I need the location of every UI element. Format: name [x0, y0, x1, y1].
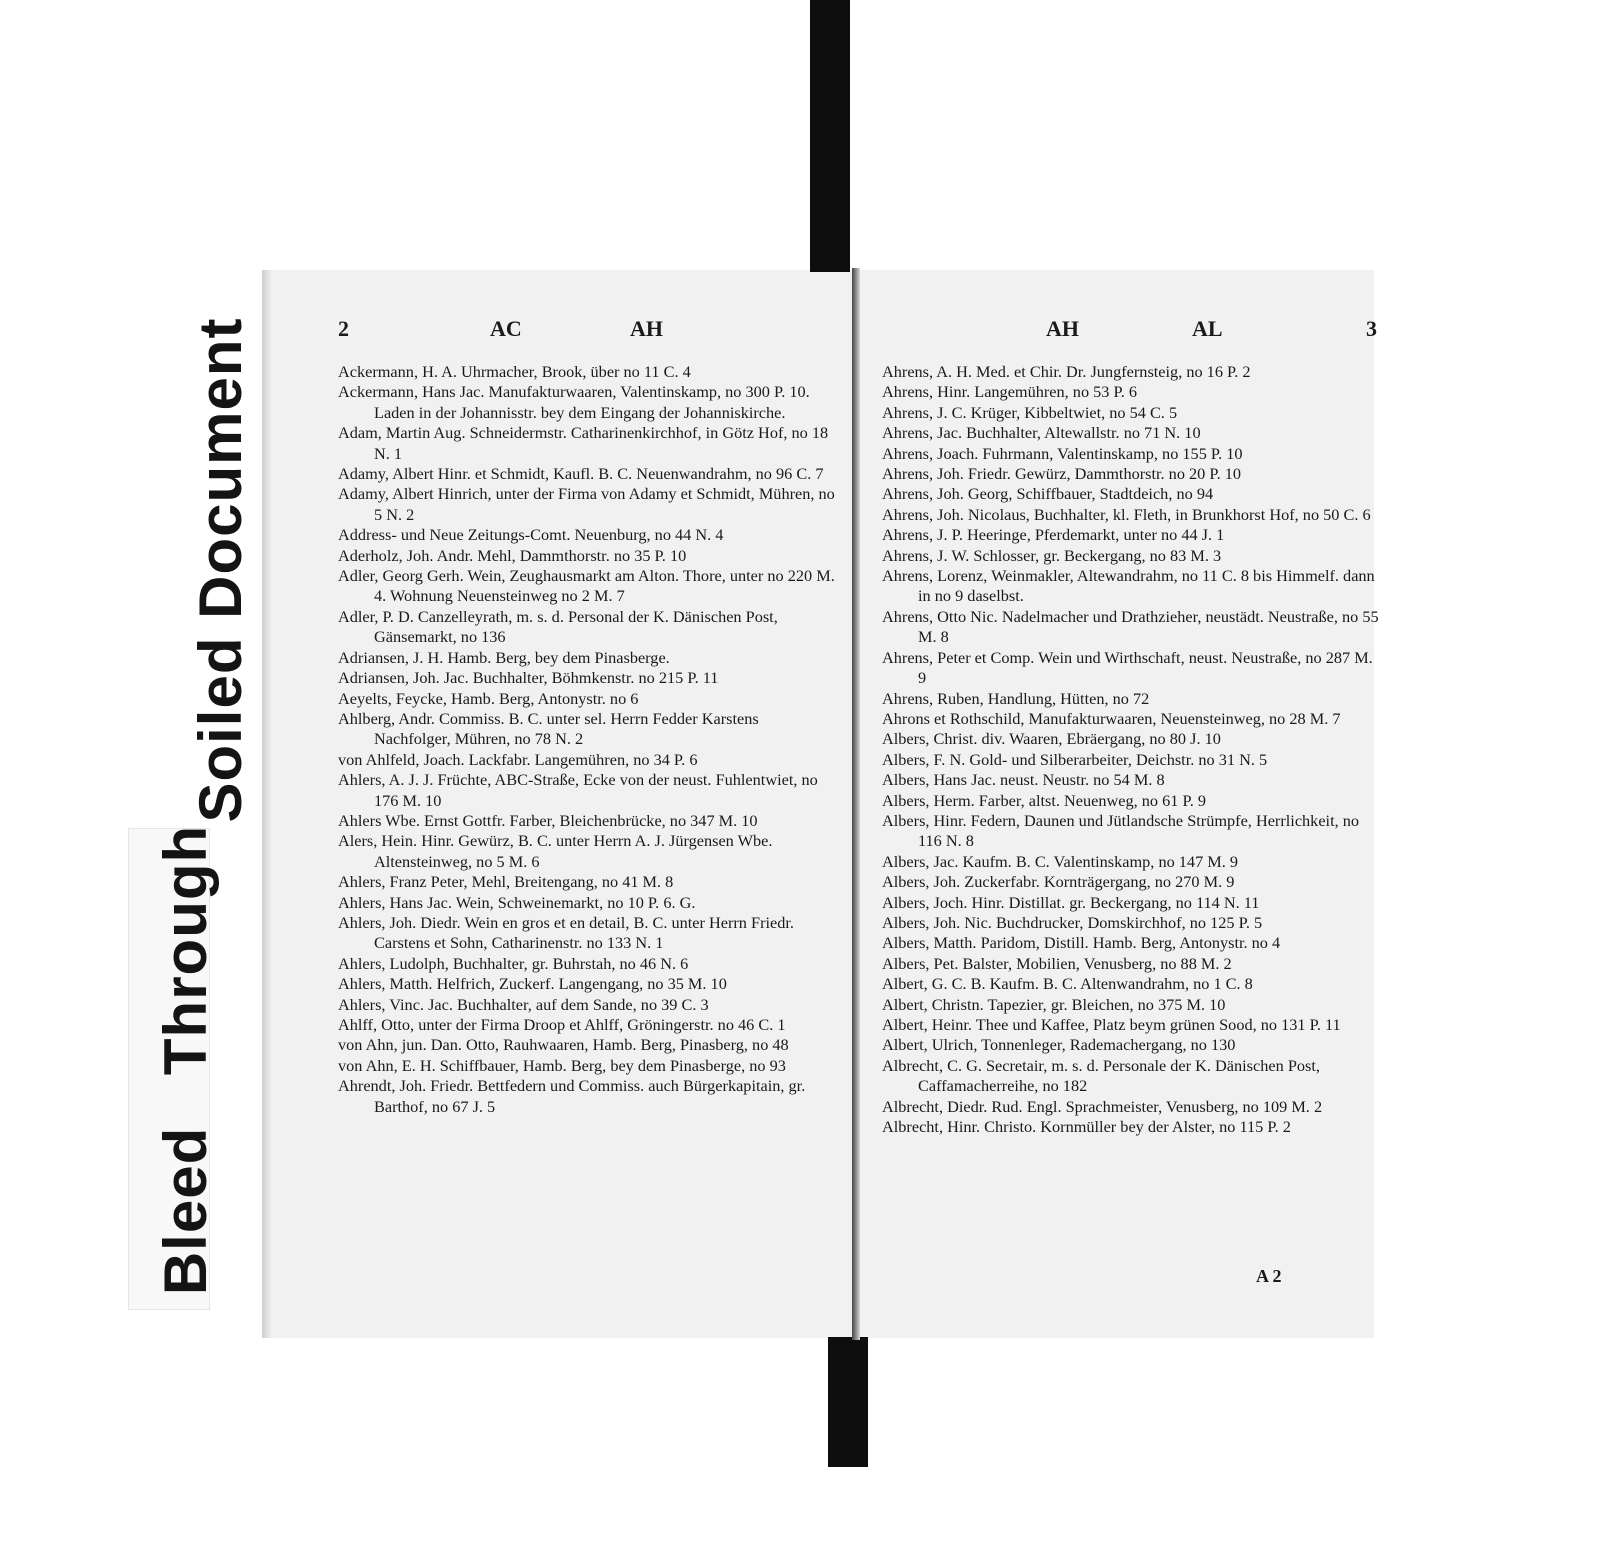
left-page	[338, 312, 838, 1117]
directory-entry: Ahrens, Jac. Buchhalter, Altewallstr. no 71 N. 10	[882, 423, 1201, 443]
right-page-header	[882, 312, 1382, 352]
directory-entry: Aderholz, Joh. Andr. Mehl, Dammthorstr. no 35 P. 10	[338, 545, 687, 565]
left-page-header	[338, 312, 838, 352]
header-right-key: AH	[630, 316, 663, 341]
right-page	[882, 312, 1382, 1137]
page-number: 2	[338, 316, 349, 341]
directory-entry: Ahrens, J. C. Krüger, Kibbeltwiet, no 54 C. 5	[882, 402, 1178, 422]
directory-entry: Albert, Ulrich, Tonnenleger, Rademachergang, no 130	[882, 1035, 1236, 1055]
header-left-key: AH	[1046, 316, 1079, 341]
directory-entry: Ahrens, J. W. Schlosser, gr. Beckergang, no 83 M. 3	[882, 545, 1222, 565]
directory-entry: Ahrens, Joh. Nicolaus, Buchhalter, kl. Fleth, in Brunkhorst Hof, no 50 C. 6	[882, 504, 1371, 524]
directory-entry: Adler, Georg Gerh. Wein, Zeughausmarkt am Alton. Thore, unter no 220 M. 4. Wohnung Neuensteinweg no 2 M. 7	[338, 566, 835, 606]
directory-entry: Ahlers, Vinc. Jac. Buchhalter, auf dem Sande, no 39 C. 3	[338, 994, 709, 1014]
directory-entries	[882, 362, 1382, 1137]
directory-entry: Albers, Hans Jac. neust. Neustr. no 54 M. 8	[882, 770, 1165, 790]
directory-entry: von Ahn, E. H. Schiffbauer, Hamb. Berg, bey dem Pinasberge, no 93	[338, 1055, 786, 1075]
directory-entry: Ahlers, Franz Peter, Mehl, Breitengang, no 41 M. 8	[338, 872, 674, 892]
directory-entry: Ahlberg, Andr. Commiss. B. C. unter sel. Herrn Fedder Karstens Nachfolger, Mühren, no 78 N. 2	[338, 708, 759, 749]
directory-entries	[338, 362, 838, 1117]
directory-entry: Ahrens, Otto Nic. Nadelmacher und Drathzieher, neustädt. Neustraße, no 55 M. 8	[882, 606, 1379, 647]
binding-bar-bottom	[828, 1337, 868, 1467]
directory-entry: Adler, P. D. Canzelleyrath, m. s. d. Personal der K. Dänischen Post, Gänsemarkt, no 136	[338, 606, 778, 647]
bleed-through-label: Bleed Through	[151, 824, 219, 1296]
directory-entry: Ahrens, Hinr. Langemühren, no 53 P. 6	[882, 382, 1138, 402]
directory-entry: Ahlers Wbe. Ernst Gottfr. Farber, Bleichenbrücke, no 347 M. 10	[338, 810, 758, 830]
directory-entry: Ahrons et Rothschild, Manufakturwaaren, Neuensteinweg, no 28 M. 7	[882, 708, 1341, 728]
directory-entry: Ahrens, Joh. Georg, Schiffbauer, Stadtdeich, no 94	[882, 484, 1214, 504]
page-number: 3	[1366, 316, 1377, 341]
directory-entry: von Ahn, jun. Dan. Otto, Rauhwaaren, Hamb. Berg, Pinasberg, no 48	[338, 1035, 789, 1055]
directory-entry: Ahrens, Joh. Friedr. Gewürz, Dammthorstr. no 20 P. 10	[882, 464, 1242, 484]
directory-entry: Albers, Pet. Balster, Mobilien, Venusberg, no 88 M. 2	[882, 953, 1232, 973]
directory-entry: Ahlers, Joh. Diedr. Wein en gros et en detail, B. C. unter Herrn Friedr. Carstens et Sohn, Catharinenstr. no 133 N. 1	[338, 912, 794, 953]
directory-entry: Albert, G. C. B. Kaufm. B. C. Altenwandrahm, no 1 C. 8	[882, 974, 1253, 994]
directory-entry: Ackermann, Hans Jac. Manufakturwaaren, Valentinskamp, no 300 P. 10. Laden in der Johannisstr. bey dem Eingang der Johanniskirche.	[338, 382, 810, 422]
directory-entry: Adamy, Albert Hinr. et Schmidt, Kaufl. B. C. Neuenwandrahm, no 96 C. 7	[338, 464, 824, 484]
directory-entry: Albrecht, Diedr. Rud. Engl. Sprachmeister, Venusberg, no 109 M. 2	[882, 1096, 1323, 1116]
signature-mark: A 2	[1256, 1266, 1282, 1286]
directory-entry: Ackermann, H. A. Uhrmacher, Brook, über no 11 C. 4	[338, 362, 691, 381]
directory-entry: Ahrendt, Joh. Friedr. Bettfedern und Commiss. auch Bürgerkapitain, gr. Barthof, no 67 J. 5	[338, 1076, 806, 1116]
directory-entry: Ahlers, Matth. Helfrich, Zuckerf. Langengang, no 35 M. 10	[338, 974, 727, 994]
directory-entry: Albers, Matth. Paridom, Distill. Hamb. Berg, Antonystr. no 4	[882, 933, 1281, 953]
directory-entry: Ahrens, Peter et Comp. Wein und Wirthschaft, neust. Neustraße, no 287 M. 9	[882, 647, 1373, 688]
directory-entry: Albers, Hinr. Federn, Daunen und Jütlandsche Strümpfe, Herrlichkeit, no 116 N. 8	[882, 810, 1360, 851]
soiled-document-label: Soiled Document	[186, 317, 254, 823]
directory-entry: Albers, Jac. Kaufm. B. C. Valentinskamp, no 147 M. 9	[882, 851, 1239, 871]
header-left-key: AC	[490, 316, 522, 341]
directory-entry: Adriansen, J. H. Hamb. Berg, bey dem Pinasberge.	[338, 647, 670, 667]
directory-entry: Albers, Joh. Zuckerfabr. Kornträgergang, no 270 M. 9	[882, 872, 1235, 892]
directory-entry: Address- und Neue Zeitungs-Comt. Neuenburg, no 44 N. 4	[338, 525, 724, 545]
directory-entry: Adam, Martin Aug. Schneidermstr. Catharinenkirchhof, in Götz Hof, no 18 N. 1	[338, 423, 829, 463]
directory-entry: Albert, Heinr. Thee und Kaffee, Platz beym grünen Sood, no 131 P. 11	[882, 1015, 1341, 1034]
directory-entry: Albers, Herm. Farber, altst. Neuenweg, no 61 P. 9	[882, 790, 1207, 810]
directory-entry: von Ahlfeld, Joach. Lackfabr. Langemühren, no 34 P. 6	[338, 749, 698, 769]
book-gutter	[852, 268, 860, 1340]
header-right-key: AL	[1192, 316, 1223, 341]
directory-entry: Ahlers, Hans Jac. Wein, Schweinemarkt, no 10 P. 6. G.	[338, 892, 696, 912]
directory-entry: Albers, Joh. Nic. Buchdrucker, Domskirchhof, no 125 P. 5	[882, 912, 1263, 932]
directory-entry: Ahlff, Otto, unter der Firma Droop et Ahlff, Gröningerstr. no 46 C. 1	[338, 1015, 786, 1034]
directory-entry: Ahrens, Joach. Fuhrmann, Valentinskamp, no 155 P. 10	[882, 443, 1243, 463]
page-edge-shadow	[262, 270, 272, 1338]
directory-entry: Albers, Joch. Hinr. Distillat. gr. Beckergang, no 114 N. 11	[882, 892, 1260, 912]
directory-entry: Alers, Hein. Hinr. Gewürz, B. C. unter Herrn A. J. Jürgensen Wbe. Altensteinweg, no 5 M. 6	[338, 831, 773, 871]
binding-bar-top	[810, 0, 850, 272]
directory-entry: Aeyelts, Feycke, Hamb. Berg, Antonystr. no 6	[338, 688, 639, 708]
directory-entry: Ahrens, Lorenz, Weinmakler, Altewandrahm, no 11 C. 8 bis Himmelf. dann in no 9 daselbst.	[882, 566, 1375, 606]
directory-entry: Ahrens, A. H. Med. et Chir. Dr. Jungfernsteig, no 16 P. 2	[882, 362, 1251, 381]
directory-entry: Ahrens, Ruben, Handlung, Hütten, no 72	[882, 688, 1150, 708]
directory-entry: Albers, Christ. div. Waaren, Ebräergang, no 80 J. 10	[882, 729, 1221, 749]
directory-entry: Adamy, Albert Hinrich, unter der Firma von Adamy et Schmidt, Mühren, no 5 N. 2	[338, 484, 835, 524]
directory-entry: Albers, F. N. Gold- und Silberarbeiter, Deichstr. no 31 N. 5	[882, 749, 1268, 769]
directory-entry: Albrecht, C. G. Secretair, m. s. d. Personale der K. Dänischen Post, Caffamacherreihe, no 182	[882, 1055, 1320, 1096]
directory-entry: Adriansen, Joh. Jac. Buchhalter, Böhmkenstr. no 215 P. 11	[338, 668, 719, 688]
directory-entry: Ahrens, J. P. Heeringe, Pferdemarkt, unter no 44 J. 1	[882, 525, 1225, 545]
directory-entry: Ahlers, A. J. J. Früchte, ABC-Straße, Ecke von der neust. Fuhlentwiet, no 176 M. 10	[338, 770, 818, 810]
directory-entry: Albert, Christn. Tapezier, gr. Bleichen, no 375 M. 10	[882, 994, 1226, 1014]
directory-entry: Albrecht, Hinr. Christo. Kornmüller bey der Alster, no 115 P. 2	[882, 1117, 1291, 1137]
directory-entry: Ahlers, Ludolph, Buchhalter, gr. Buhrstah, no 46 N. 6	[338, 953, 689, 973]
